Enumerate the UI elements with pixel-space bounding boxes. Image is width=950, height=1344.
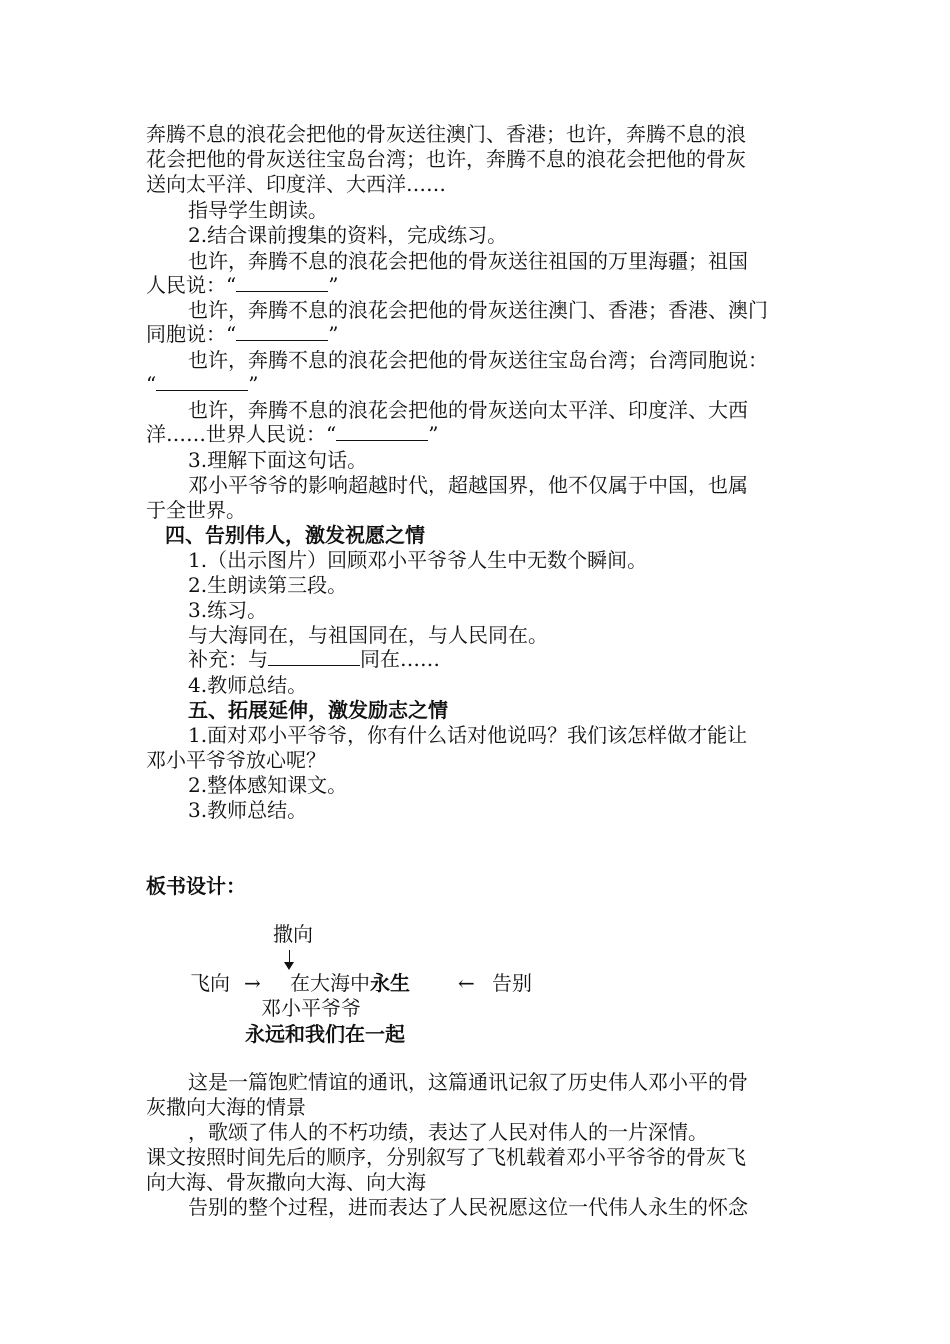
answer-blank[interactable]	[236, 322, 328, 341]
text-line: 奔腾不息的浪花会把他的骨灰送往澳门、香港；也许，奔腾不息的浪	[146, 122, 746, 146]
prompt-text: 同胞说：“	[146, 322, 237, 346]
summary-line: 灰撒向大海的情景	[146, 1095, 306, 1119]
board-design-heading: 板书设计：	[146, 874, 246, 898]
prompt-tail: 同在……	[360, 647, 440, 671]
text-line: 也许，奔腾不息的浪花会把他的骨灰送向太平洋、印度洋、大西	[188, 398, 748, 422]
text-line: 3.教师总结。	[188, 798, 308, 822]
text-line: 也许，奔腾不息的浪花会把他的骨灰送往宝岛台湾；台湾同胞说：	[188, 348, 768, 372]
prompt-text: 人民说：“	[146, 273, 237, 297]
answer-blank[interactable]	[268, 647, 360, 666]
fill-in-line	[188, 647, 440, 671]
fill-in-line	[146, 422, 438, 446]
board-sa-xiang: 撒向	[273, 922, 313, 946]
board-yong-sheng: 永生	[370, 971, 410, 995]
text-line: 邓小平爷爷的影响超越时代，超越国界，他不仅属于中国，也属	[188, 473, 748, 497]
section-heading: 五、拓展延伸，激发励志之情	[188, 698, 448, 722]
answer-blank[interactable]	[336, 422, 428, 441]
text-line: 2.生朗读第三段。	[188, 573, 348, 597]
text-line: 花会把他的骨灰送往宝岛台湾；也许，奔腾不息的浪花会把他的骨灰	[146, 147, 746, 171]
text-line: 2.结合课前搜集的资料，完成练习。	[188, 223, 508, 247]
section-heading: 四、告别伟人，激发祝愿之情	[165, 523, 425, 547]
summary-line: 课文按照时间先后的顺序，分别叙写了飞机载着邓小平爷爷的骨灰飞	[146, 1145, 746, 1169]
answer-blank[interactable]	[156, 372, 248, 391]
close-quote: ”	[428, 422, 439, 446]
text-line: 3.练习。	[188, 598, 268, 622]
text-line: 3.理解下面这句话。	[188, 448, 368, 472]
text-line: 1.面对邓小平爷爷，你有什么话对他说吗？我们该怎样做才能让	[188, 723, 748, 747]
prompt-text: “	[146, 372, 157, 396]
prompt-text: 洋……世界人民说：“	[146, 422, 337, 446]
answer-blank[interactable]	[236, 273, 328, 292]
text-line: 与大海同在，与祖国同在，与人民同在。	[188, 623, 548, 647]
text-line: 2.整体感知课文。	[188, 773, 348, 797]
board-deng-xiaoping: 邓小平爷爷	[261, 996, 361, 1020]
board-motto: 永远和我们在一起	[245, 1022, 405, 1046]
text-line: 4.教师总结。	[188, 673, 308, 697]
text-line: 也许，奔腾不息的浪花会把他的骨灰送往澳门、香港；香港、澳门	[188, 298, 768, 322]
fill-in-line	[146, 273, 338, 297]
down-arrow-head-icon	[284, 962, 294, 970]
close-quote: ”	[328, 322, 339, 346]
summary-line: 向大海、骨灰撒向大海、向大海	[146, 1170, 426, 1194]
text-line: 1.（出示图片）回顾邓小平爷爷人生中无数个瞬间。	[188, 548, 648, 572]
close-quote: ”	[248, 372, 259, 396]
summary-line: 这是一篇饱贮情谊的通讯，这篇通讯记叙了历史伟人邓小平的骨	[188, 1070, 748, 1094]
summary-line: ，歌颂了伟人的不朽功绩，表达了人民对伟人的一片深情。	[188, 1120, 708, 1144]
close-quote: ”	[328, 273, 339, 297]
fill-in-line	[146, 322, 338, 346]
text-line: 指导学生朗读。	[188, 198, 328, 222]
board-center-phrase	[290, 971, 410, 995]
text-line: 邓小平爷爷放心呢？	[146, 748, 326, 772]
fill-in-line	[146, 372, 258, 396]
text-line: 也许，奔腾不息的浪花会把他的骨灰送往祖国的万里海疆；祖国	[188, 249, 748, 273]
left-arrow-icon: ←	[458, 971, 475, 995]
board-fei-xiang: 飞向	[190, 971, 230, 995]
board-zai-da-hai-zhong: 在大海中	[290, 971, 370, 995]
text-line: 送向太平洋、印度洋、大西洋……	[146, 172, 446, 196]
text-line: 于全世界。	[146, 498, 246, 522]
board-gao-bie: 告别	[492, 971, 532, 995]
prompt-text: 补充：与	[188, 647, 268, 671]
right-arrow-icon: →	[244, 971, 261, 995]
summary-line: 告别的整个过程，进而表达了人民祝愿这位一代伟人永生的怀念	[188, 1195, 748, 1219]
